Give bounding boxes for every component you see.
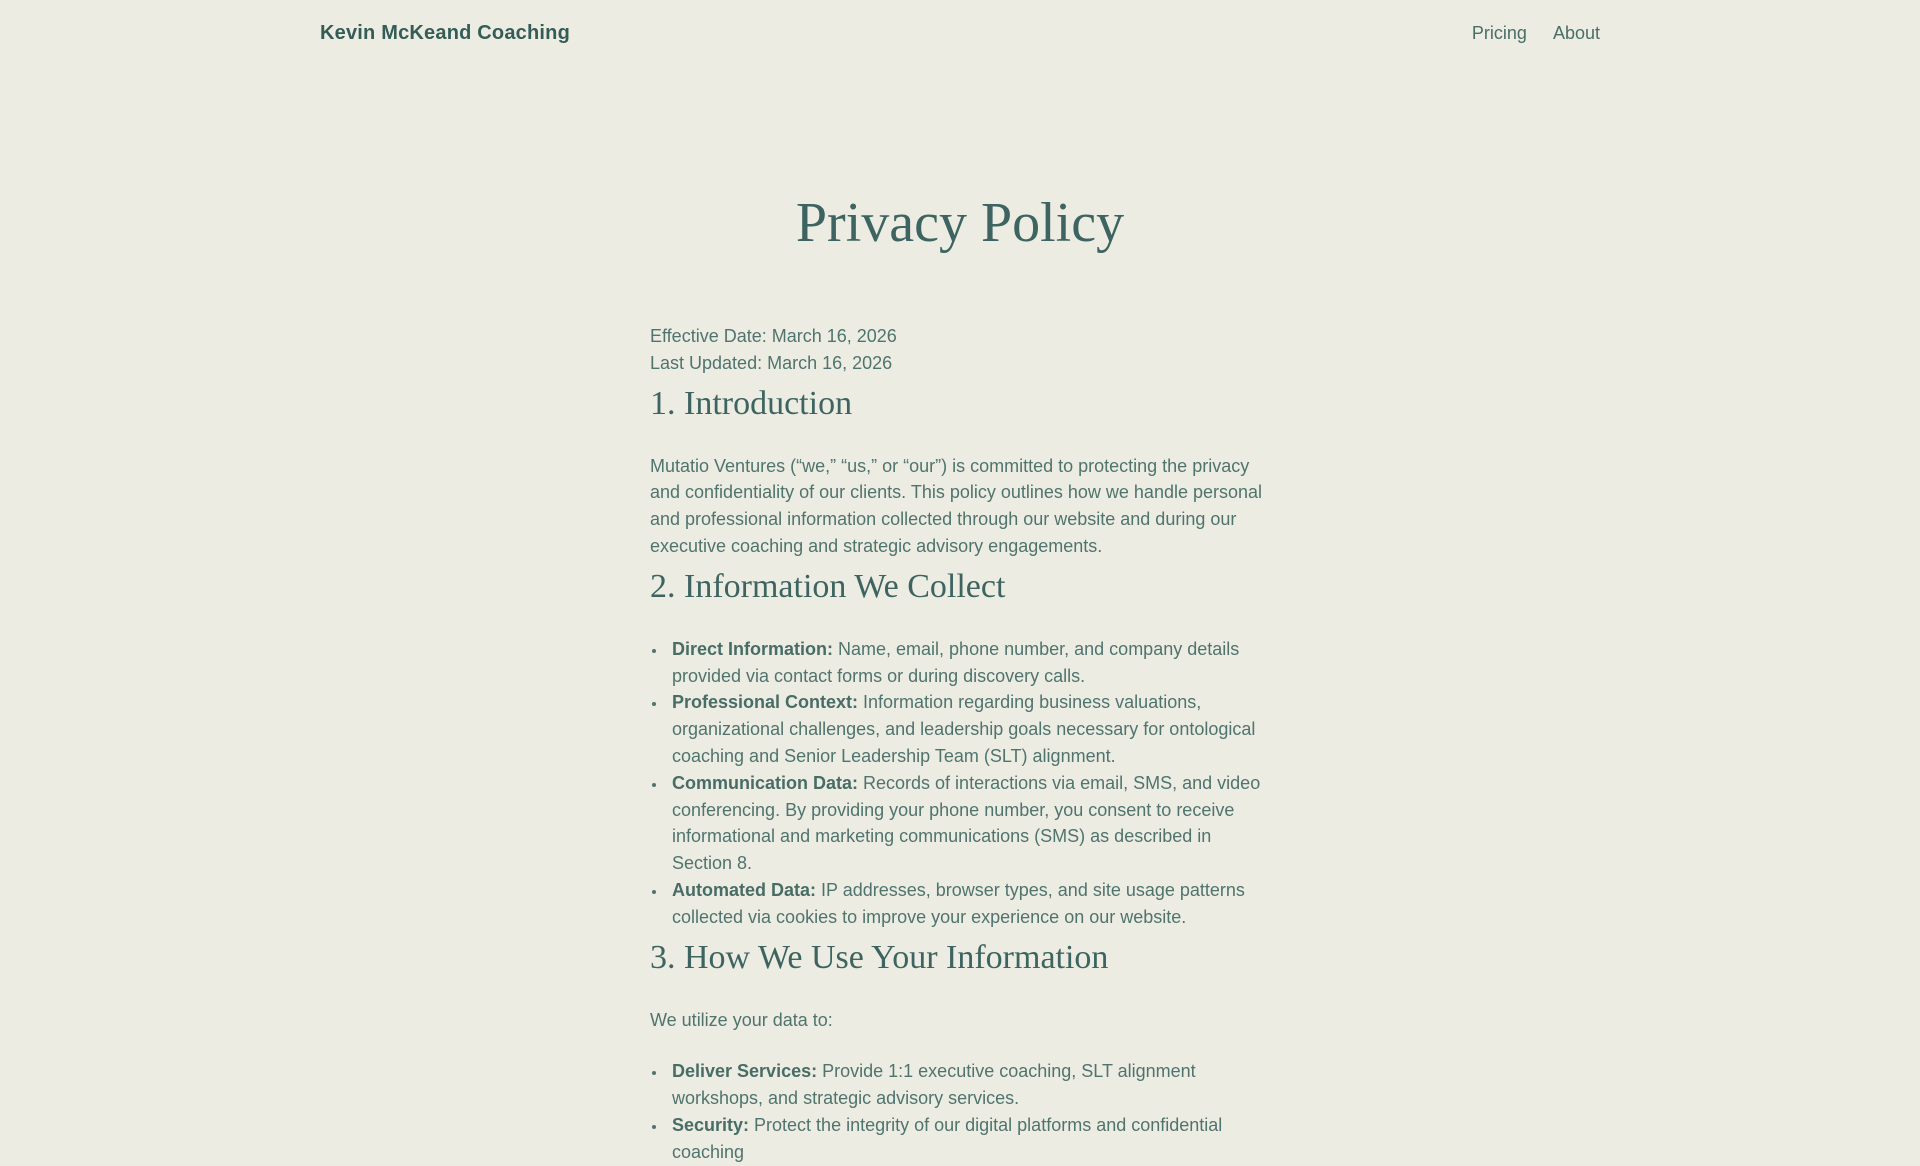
list-item: • Security: Protect the integrity of our digital platforms and confidential coaching — [667, 1112, 1270, 1166]
list-term: Direct Information: — [672, 638, 834, 659]
list-term: Deliver Services: — [672, 1061, 818, 1082]
page-title: Privacy Policy — [795, 192, 1125, 254]
list-item: • Communication Data: Records of interactions via email, SMS, and video conferencing. By providing your phone number, you consent to receive informational and marketing communications (SMS) as described in Section 8. — [667, 770, 1270, 877]
site-header — [0, 0, 1920, 45]
list-item: • Professional Context: Information regarding business valuations, organizational challenges, and leadership goals necessary for ontological coaching and Senior Leadership Team (SLT) alignment. — [667, 689, 1270, 769]
list-term: Security: — [672, 1114, 750, 1135]
section-paragraph: We utilize your data to: — [650, 1009, 833, 1030]
list-item: • Automated Data: IP addresses, browser types, and site usage patterns collected via cookies to improve your experience on our website. — [667, 877, 1270, 931]
section-heading: 3. How We Use Your Information — [650, 938, 1109, 976]
bullet-list — [650, 1058, 1270, 1165]
site-title-link[interactable]: Kevin McKeand Coaching — [320, 22, 570, 44]
list-item: • Deliver Services: Provide 1:1 executive coaching, SLT alignment workshops, and strategic advisory services. — [667, 1058, 1270, 1112]
nav-link-about[interactable]: About — [1552, 23, 1600, 43]
list-term: Communication Data: — [672, 772, 859, 793]
main-nav — [1472, 23, 1600, 44]
list-term: Automated Data: — [672, 879, 817, 900]
policy-sections — [650, 383, 1270, 1166]
policy-date-line: Last Updated: March 16, 2026 — [650, 352, 893, 373]
section-heading: 1. Introduction — [650, 384, 853, 422]
privacy-policy-article — [650, 190, 1270, 1166]
list-term: Professional Context: — [672, 692, 859, 713]
policy-date-line: Effective Date: March 16, 2026 — [650, 326, 897, 346]
list-item: • Direct Information: Name, email, phone number, and company details provided via contact forms or during discovery calls. — [667, 636, 1270, 690]
bullet-list — [650, 636, 1270, 931]
section-heading: 2. Information We Collect — [650, 567, 1006, 605]
policy-dates — [650, 323, 1270, 377]
header-inner — [320, 0, 1600, 45]
section-paragraph: Mutatio Ventures (“we,” “us,” or “our”) is committed to protecting the privacy and confidentiality of our clients. This policy outlines how we handle personal and professional information collected through our website and during our executive coaching and strategic advisory engagements. — [650, 455, 1263, 556]
nav-link-pricing[interactable]: Pricing — [1471, 23, 1527, 43]
